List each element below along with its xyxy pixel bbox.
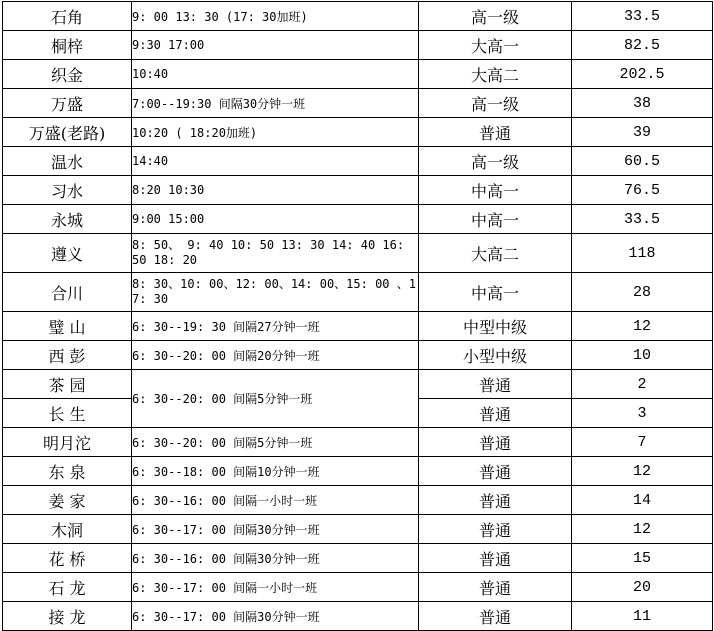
departure-times-cell: 6: 30--20: 00 间隔5分钟一班 [132,370,419,428]
bus-schedule-table [2,1,713,631]
fare-cell: 11 [572,602,713,631]
fare-cell: 15 [572,544,713,573]
table-row [3,428,713,457]
destination-cell: 石角 [3,2,132,31]
destination-cell: 织金 [3,60,132,89]
fare-cell: 33.5 [572,2,713,31]
fare-cell: 60.5 [572,147,713,176]
departure-times-cell: 10:40 [132,60,419,89]
departure-times-cell: 14:40 [132,147,419,176]
fare-cell: 82.5 [572,31,713,60]
destination-cell: 长 生 [3,399,132,428]
bus-grade-cell: 中高一 [419,176,572,205]
table-row [3,515,713,544]
table-row [3,147,713,176]
bus-grade-cell: 中高一 [419,273,572,312]
fare-cell: 38 [572,89,713,118]
departure-times-cell: 6: 30--18: 00 间隔10分钟一班 [132,457,419,486]
fare-cell: 20 [572,573,713,602]
table-row [3,89,713,118]
bus-grade-cell: 普通 [419,544,572,573]
schedule-body [3,2,713,631]
bus-grade-cell: 高一级 [419,147,572,176]
departure-times-cell: 10:20 ( 18:20加班) [132,118,419,147]
fare-cell: 12 [572,457,713,486]
table-row [3,457,713,486]
bus-grade-cell: 高一级 [419,89,572,118]
destination-cell: 永城 [3,205,132,234]
fare-cell: 12 [572,515,713,544]
table-row [3,118,713,147]
destination-cell: 西 彭 [3,341,132,370]
table-row [3,273,713,312]
table-row [3,573,713,602]
table-row [3,2,713,31]
destination-cell: 习水 [3,176,132,205]
destination-cell: 桐梓 [3,31,132,60]
bus-grade-cell: 普通 [419,428,572,457]
departure-times-cell: 6: 30--17: 00 间隔30分钟一班 [132,515,419,544]
destination-cell: 茶 园 [3,370,132,399]
departure-times-cell: 7:00--19:30 间隔30分钟一班 [132,89,419,118]
destination-cell: 东 泉 [3,457,132,486]
destination-cell: 温水 [3,147,132,176]
table-row [3,370,713,399]
bus-grade-cell: 普通 [419,399,572,428]
destination-cell: 接 龙 [3,602,132,631]
fare-cell: 7 [572,428,713,457]
departure-times-cell: 6: 30--16: 00 间隔30分钟一班 [132,544,419,573]
destination-cell: 合川 [3,273,132,312]
departure-times-cell: 8:20 10:30 [132,176,419,205]
table-row [3,60,713,89]
departure-times-cell: 8: 30、10: 00、12: 00、14: 00、15: 00 、17: 30 [132,273,419,312]
table-row [3,312,713,341]
table-row [3,176,713,205]
departure-times-cell: 9: 00 13: 30 (17: 30加班) [132,2,419,31]
fare-cell: 14 [572,486,713,515]
table-row [3,205,713,234]
departure-times-cell: 8: 50、 9: 40 10: 50 13: 30 14: 40 16: 50 18: 20 [132,234,419,273]
bus-grade-cell: 大高一 [419,31,572,60]
table-row [3,341,713,370]
fare-cell: 33.5 [572,205,713,234]
fare-cell: 2 [572,370,713,399]
bus-grade-cell: 小型中级 [419,341,572,370]
fare-cell: 202.5 [572,60,713,89]
bus-grade-cell: 普通 [419,118,572,147]
bus-grade-cell: 普通 [419,602,572,631]
bus-grade-cell: 大高二 [419,60,572,89]
destination-cell: 花 桥 [3,544,132,573]
fare-cell: 3 [572,399,713,428]
table-row [3,544,713,573]
fare-cell: 118 [572,234,713,273]
fare-cell: 10 [572,341,713,370]
departure-times-cell: 6: 30--17: 00 间隔一小时一班 [132,573,419,602]
departure-times-cell: 6: 30--20: 00 间隔5分钟一班 [132,428,419,457]
bus-grade-cell: 普通 [419,486,572,515]
fare-cell: 28 [572,273,713,312]
bus-grade-cell: 普通 [419,370,572,399]
fare-cell: 39 [572,118,713,147]
table-row [3,31,713,60]
destination-cell: 石 龙 [3,573,132,602]
fare-cell: 76.5 [572,176,713,205]
departure-times-cell: 9:00 15:00 [132,205,419,234]
destination-cell: 万盛(老路) [3,118,132,147]
bus-grade-cell: 高一级 [419,2,572,31]
departure-times-cell: 9:30 17:00 [132,31,419,60]
table-row [3,234,713,273]
table-row [3,602,713,631]
departure-times-cell: 6: 30--17: 00 间隔30分钟一班 [132,602,419,631]
bus-grade-cell: 大高二 [419,234,572,273]
destination-cell: 璧 山 [3,312,132,341]
destination-cell: 明月沱 [3,428,132,457]
table-row [3,486,713,515]
destination-cell: 姜 家 [3,486,132,515]
fare-cell: 12 [572,312,713,341]
bus-grade-cell: 普通 [419,457,572,486]
bus-grade-cell: 中高一 [419,205,572,234]
destination-cell: 万盛 [3,89,132,118]
departure-times-cell: 6: 30--20: 00 间隔20分钟一班 [132,341,419,370]
departure-times-cell: 6: 30--16: 00 间隔一小时一班 [132,486,419,515]
bus-grade-cell: 中型中级 [419,312,572,341]
departure-times-cell: 6: 30--19: 30 间隔27分钟一班 [132,312,419,341]
bus-grade-cell: 普通 [419,515,572,544]
bus-grade-cell: 普通 [419,573,572,602]
destination-cell: 木洞 [3,515,132,544]
destination-cell: 遵义 [3,234,132,273]
